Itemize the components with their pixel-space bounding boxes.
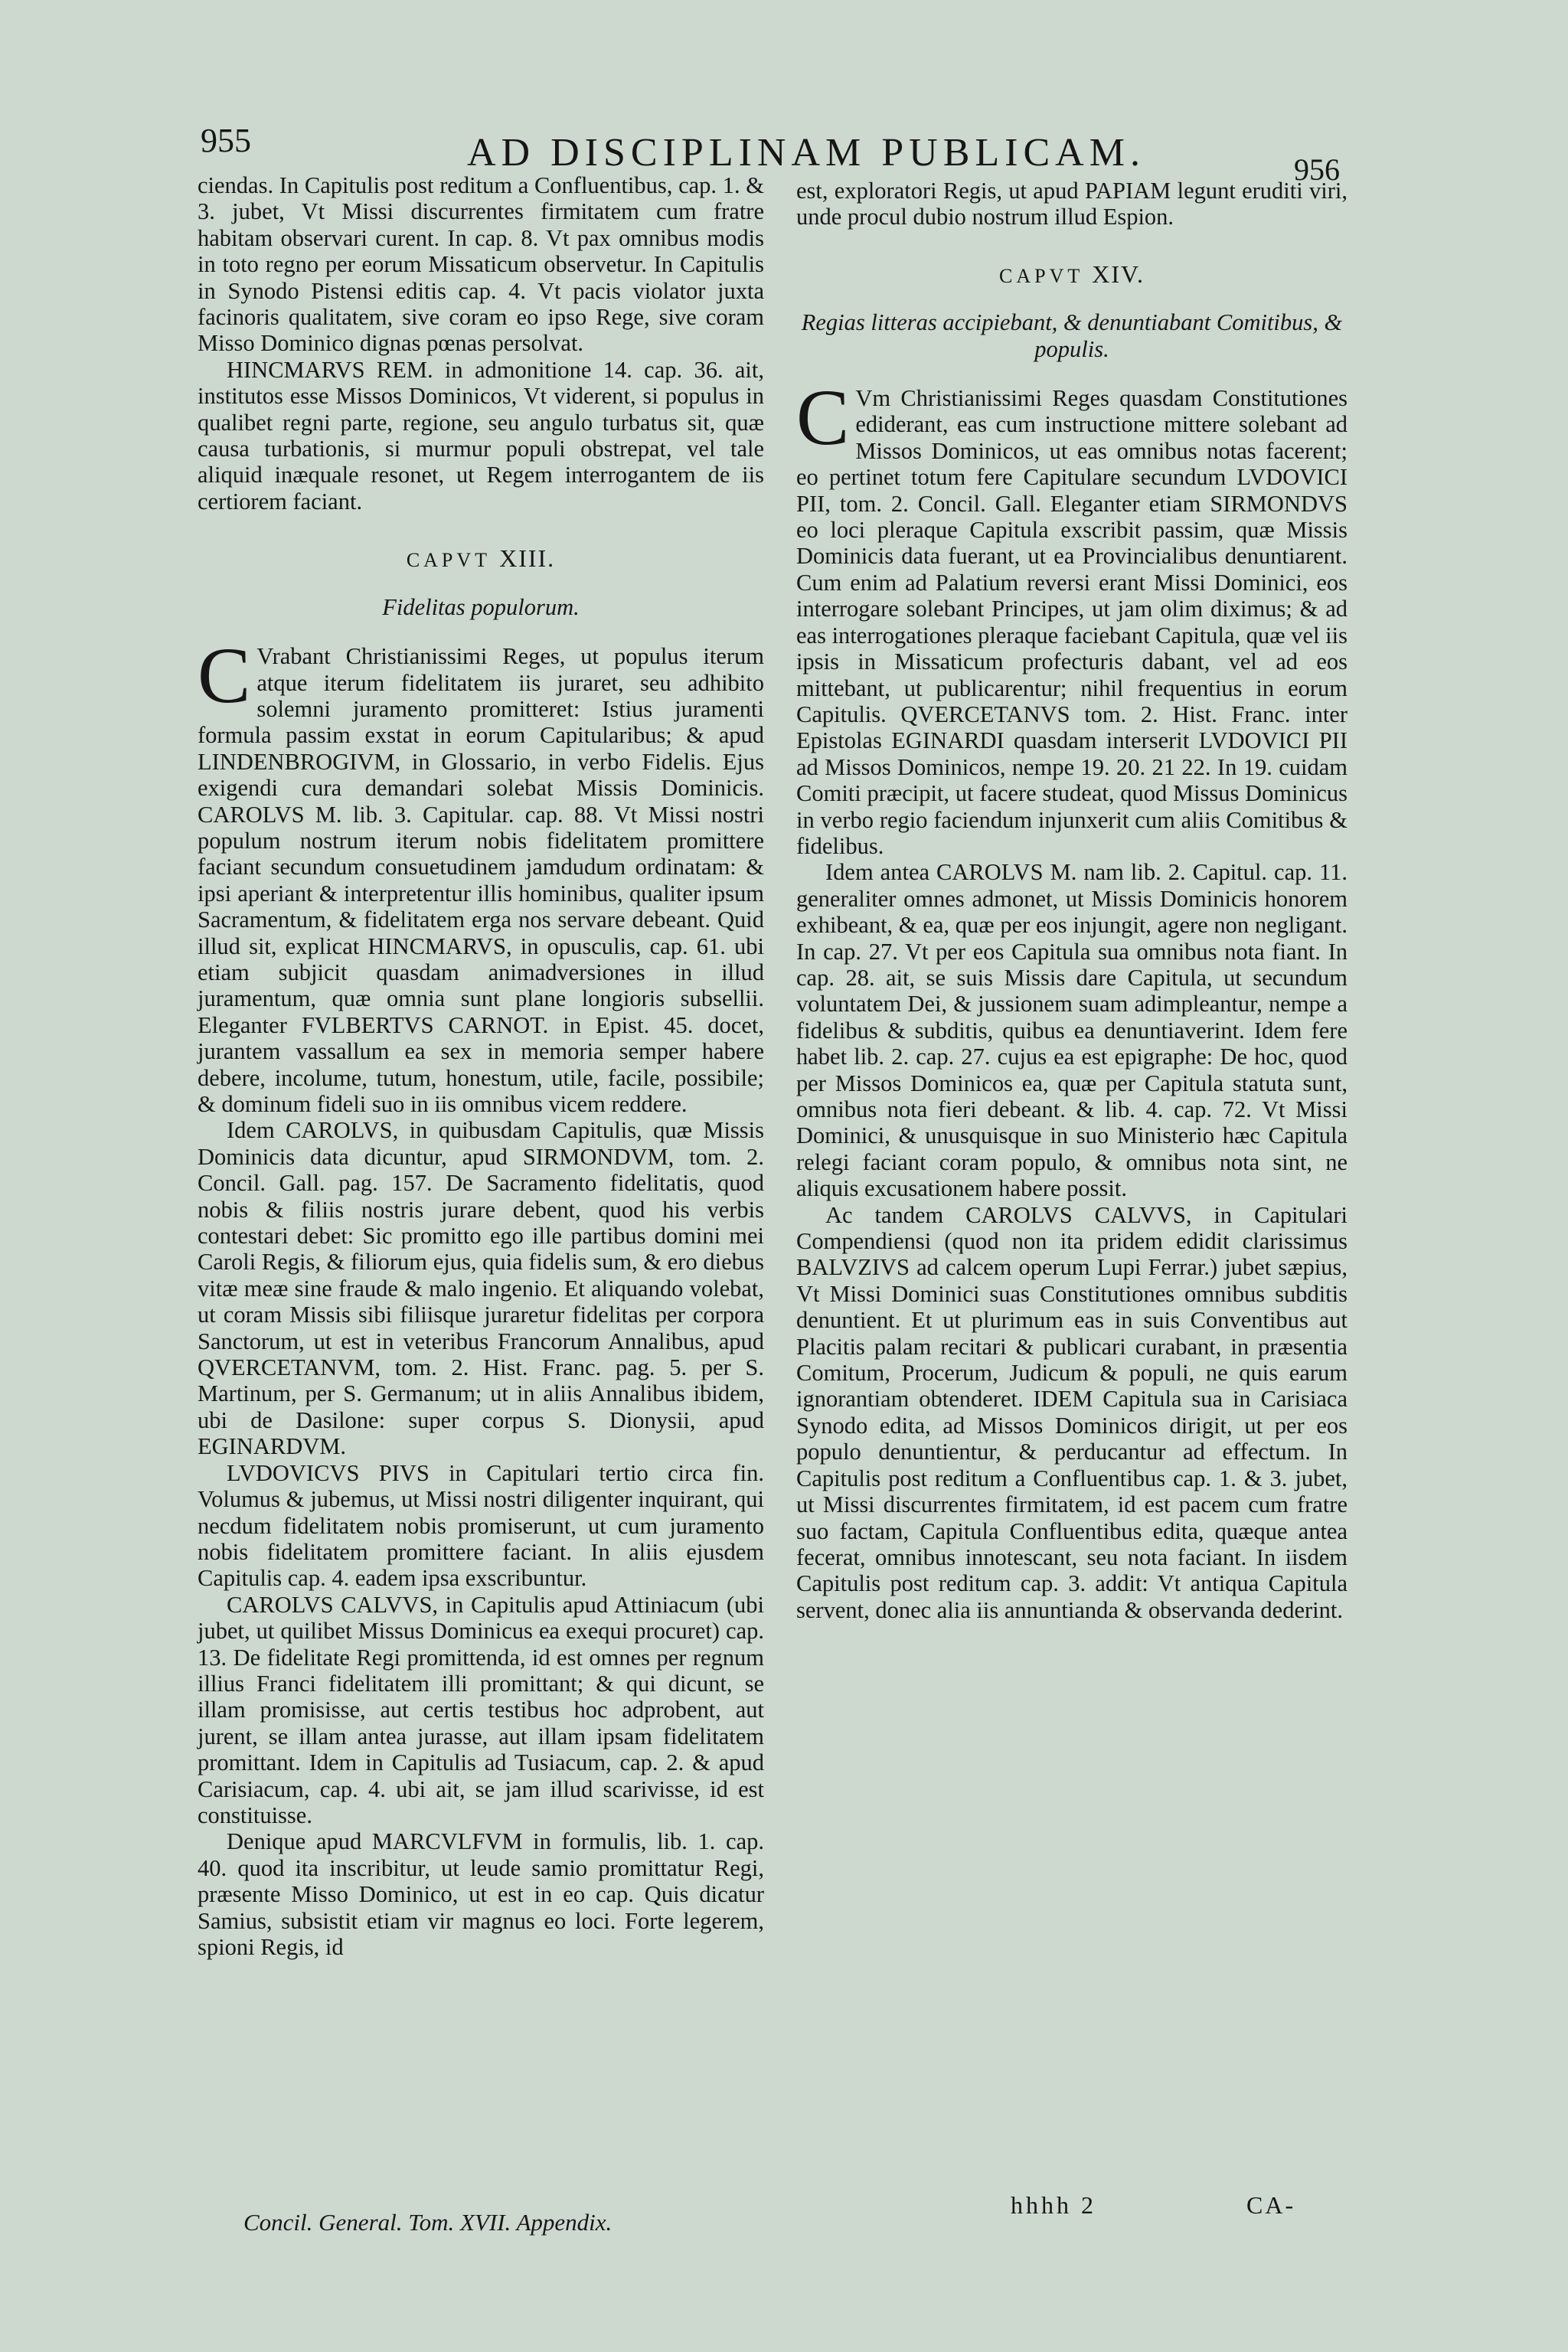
paragraph: Idem CAROLVS, in quibusdam Capitulis, quæ Missis Dominicis data dicuntur, apud SIRMONDVM, tom. 2. Concil. Gall. pag. 157. De Sacramento fidelitatis, quod nobis & filiis nostris jurare debent, quod his verbis contestari debet: Sic promitto ego ille partibus domini mei Caroli Regis, & filiorum ejus, quia fidelis sum, & ero diebus vitæ meæ sine fraude & malo ingenio. Et aliquando volebat, ut coram Missis sibi filiisque juraretur fidelitas per corpora Sanctorum, ut est in veteribus Francorum Annalibus, apud QVERCETANVM, tom. 2. Hist. Franc. pag. 5. per S. Martinum, per S. Germanum; ut in aliis Annalibus ibidem, ubi de Dasilone: super corpus S. Dionysii, apud EGINARDVM.: [198, 1117, 764, 1460]
chapter-label: CAPVT: [406, 549, 491, 572]
chapter-number: XIII.: [499, 544, 556, 573]
paragraph: HINCMARVS REM. in admonitione 14. cap. 36. ait, institutos esse Missos Dominicos, Vt viderent, si populus in qualibet regni parte, regione, seu angulo turbatus sit, quæ causa turbationis, si murmur populi obstrepat, vel tale aliquid inæquale resonet, ut Regem interrogantem de iis certiorem faciant.: [198, 356, 764, 514]
running-head: AD DISCIPLINAM PUBLICAM.: [467, 131, 1145, 175]
volume-footer: [243, 2209, 612, 2236]
paragraph: ciendas. In Capitulis post reditum a Confluentibus, cap. 1. & 3. jubet, Vt Missi discurrentes firmitatem cum fratre habitam observari curent. In cap. 8. Vt pax omnibus modis in toto regno per eorum Missaticum observetur. In Capitulis in Synodo Pistensi editis cap. 4. Vt pacis violator juxta facinoris qualitatem, sive coram eo ipso Rege, sive coram Misso Dominico dignas pœnas persolvat.: [198, 172, 764, 357]
chapter-subtitle: Regias litteras accipiebant, & denuntiabant Comitibus, & populis.: [801, 309, 1343, 362]
chapter-heading: [796, 261, 1348, 289]
paragraph: CAROLVS CALVVS, in Capitulis apud Attiniacum (ubi jubet, ut quilibet Missus Dominicus ea exequi procuret) cap. 13. De fidelitate Regi promittenda, id est omnes per regnum illius Franci fidelitatem illi promittant; & qui dicunt, se illam promisisse, aut certis testibus hoc adprobent, aut jurent, se illam antea jurasse, aut illam ipsam fidelitatem promittant. Idem in Capitulis ad Tusiacum, cap. 2. & apud Carisiacum, cap. 4. ubi ait, se jam illud scarivisse, id est constituisse.: [198, 1591, 764, 1828]
signature-mark: hhhh 2: [1011, 2191, 1096, 2219]
paragraph: LVDOVICVS PIVS in Capitulari tertio circa fin. Volumus & jubemus, ut Missi nostri diligenter inquirant, qui necdum fidelitatem nobis promiserunt, ut cum juramento nobis fidelitatem promittere faciant. In aliis ejusdem Capitulis cap. 4. eadem ipsa exscribuntur.: [198, 1459, 764, 1592]
chapter-label: CAPVT: [998, 264, 1083, 287]
left-column: [198, 172, 764, 1960]
chapter-heading: [198, 545, 764, 573]
chapter-subtitle: Fidelitas populorum.: [382, 593, 580, 620]
paragraph: CVrabant Christianissimi Reges, ut populus iterum atque iterum fidelitatem iis juraret, seu adhibito solemni juramento promitteret: Istius juramenti formula passim exstat in eorum Capitularibus; & apud LINDENBROGIVM, in Glossario, in verbo Fidelis. Ejus exigendi cura demandari solebat Missis Dominicis. CAROLVS M. lib. 3. Capitular. cap. 88. Vt Missi nostri populum nostrum iterum nobis fidelitatem promittere faciant secundum consuetudinem jamdudum ordinatam: & ipsi aperiant & interpretentur illis hominibus, qualiter ipsum Sacramentum, & fidelitatem erga nos servare debeant. Quid illud sit, explicat HINCMARVS, in opusculis, cap. 61. ubi etiam subjicit quasdam animadversiones in illud juramentum, quæ omnia sunt plane longioris subsellii. Eleganter FVLBERTVS CARNOT. in Epist. 45. docet, jurantem vassallum ea sex in memoria semper habere debere, incolume, tutum, honestum, utile, facile, possibile; & dominum fideli suo in iis omnibus vicem reddere.: [198, 632, 764, 1117]
paragraph: CVm Christianissimi Reges quasdam Constitutiones ediderant, eas cum instructione mittere solebant ad Missos Dominicos, ut eas omnibus notas facerent; eo pertinet totum fere Capitulare secundum LVDOVICI PII, tom. 2. Concil. Gall. Eleganter etiam SIRMONDVS eo loci pleraque Capitula exscribit passim, quæ Missis Dominicis data fuerant, ut ea Provincialibus denuntiarent. Cum enim ad Palatium reversi erant Missi Dominici, eos interrogare solebant Principes, ut jam olim diximus; & ad eas interrogationes pleraque faciebant Capitula, quæ vel iis ipsis in Missaticum profecturis dabant, vel ad eos mittebant, ut publicarentur; nihil frequentius in eorum Capitulis. QVERCETANVS tom. 2. Hist. Franc. inter Epistolas EGINARDI quasdam interserit LVDOVICI PII ad Missos Dominicos, nempe 19. 20. 21 22. In 19. cuidam Comiti præcipit, ut facere studeat, quod Missus Dominicus in verbo regio faciendum injunxerit cum aliis Comitibus & fidelibus.: [796, 374, 1348, 859]
paragraph: Denique apud MARCVLFVM in formulis, lib. 1. cap. 40. quod ita inscribitur, ut leude samio promittatur Regi, præsente Misso Dominico, ut est in eo cap. Quis dicatur Samius, subsistit etiam vir magnus eo loci. Forte legerem, spioni Regis, id: [198, 1828, 764, 1960]
paragraph: Idem antea CAROLVS M. nam lib. 2. Capitul. cap. 11. generaliter omnes admonet, ut Missis Dominicis honorem exhibeant, & ea, quæ per eos injungit, agere non negligant. In cap. 27. Vt per eos Capitula sua omnibus nota fiant. In cap. 28. ait, se suis Missis dare Capitula, ut secundum voluntatem Dei, & jussionem suam adimpleantur, nempe a fidelibus & subditis, quibus ea denuntiaverint. Idem fere habet lib. 2. cap. 27. cujus ea est epigraphe: De hoc, quod per Missos Dominicos ea, quæ per Capitula statuta sunt, omnibus nota fieri debeant. & lib. 4. cap. 72. Vt Missi Dominici, & unusquisque in suo Ministerio hæc Capitula relegi faciant coram populo, & omnibus nota sint, ne aliquis excusationem habere possit.: [796, 859, 1348, 1202]
paragraph: est, exploratori Regis, ut apud PAPIAM legunt eruditi viri, unde procul dubio nostrum illud Espion.: [796, 178, 1348, 230]
volume-title: Concil. General. Tom. XVII. Appendix.: [243, 2209, 612, 2236]
page-number-right: 956: [1294, 152, 1340, 187]
page-number-left: 955: [201, 122, 251, 159]
paragraph: Ac tandem CAROLVS CALVVS, in Capitulari Compendiensi (quod non ita pridem edidit clarissimus BALVZIVS ad calcem operum Lupi Ferrar.) jubet sæpius, Vt Missi Dominici suas Constitutiones omnibus subditis denuntient. Et ut plurimum eas in suis Conventibus aut Placitis palam recitari & publicari curabant, in præsentia Comitum, Procerum, Judicum & populi, ne quis earum ignorantiam obtenderet. IDEM Capitula sua in Carisiaca Synodo edita, ad Missos Dominicos dirigit, ut per eos populo denuntientur, & perducantur ad effectum. In Capitulis post reditum a Confluentibus cap. 1. & 3. jubet, ut Missi discurrentes firmitatem, id est pacem cum fratre suo factam, Capitula Confluentibus edita, quæque antea fecerat, omnibus innotescant, seu nota faciant. In iisdem Capitulis post reditum cap. 3. addit: Vt antiqua Capitula servent, donec alia iis annuntianda & observanda dederint.: [796, 1201, 1348, 1623]
right-column: [796, 178, 1348, 1623]
catchword: CA-: [1246, 2191, 1296, 2219]
chapter-number: XIV.: [1092, 260, 1145, 288]
